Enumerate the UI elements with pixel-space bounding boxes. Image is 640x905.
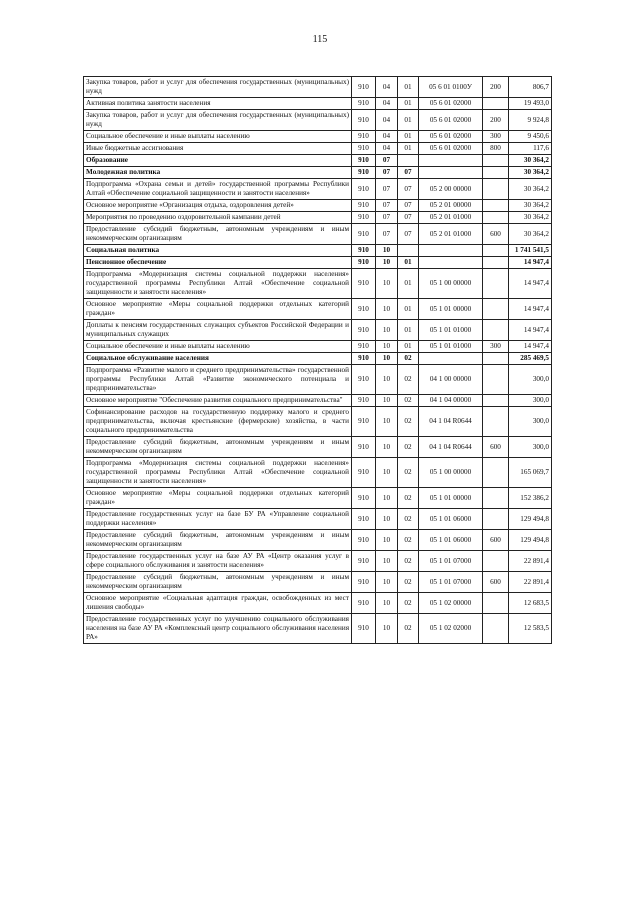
row-name-cell: Предоставление государственных услуг на базе БУ РА «Управление социальной поддержки населения» [84,509,352,530]
department-code-cell: 910 [352,131,376,143]
expense-type-code-cell [483,155,509,167]
target-article-code-cell [419,155,483,167]
department-code-cell: 910 [352,509,376,530]
target-article-code-cell: 05 6 01 02000 [419,110,483,131]
section-code-cell: 10 [376,407,398,437]
table-row [84,614,552,644]
department-code-cell: 910 [352,257,376,269]
amount-cell: 806,7 [509,77,552,98]
expense-type-code-cell [483,509,509,530]
row-name-cell: Предоставление государственных услуг по улучшению социального обслуживания населения на базе АУ РА «Комплексный центр социального обслуживания населения РА» [84,614,352,644]
amount-cell: 9 450,6 [509,131,552,143]
target-article-code-cell: 05 6 01 0100У [419,77,483,98]
amount-cell: 30 364,2 [509,200,552,212]
row-name-cell: Доплаты к пенсиям государственных служащих субъектов Российской Федерации и муниципальных служащих [84,320,352,341]
section-code-cell: 04 [376,131,398,143]
target-article-code-cell: 04 1 04 00000 [419,395,483,407]
subsection-code-cell: 07 [398,179,419,200]
subsection-code-cell: 02 [398,395,419,407]
amount-cell: 30 364,2 [509,155,552,167]
section-code-cell: 10 [376,488,398,509]
subsection-code-cell: 01 [398,299,419,320]
section-code-cell: 10 [376,551,398,572]
expense-type-code-cell [483,179,509,200]
expense-type-code-cell [483,320,509,341]
row-name-cell: Подпрограмма «Модернизация системы социальной поддержки населения» государственной программы Республики Алтай «Обеспечение социальной защищенности и занятости населения» [84,269,352,299]
table-row [84,572,552,593]
target-article-code-cell [419,257,483,269]
section-code-cell: 10 [376,269,398,299]
subsection-code-cell: 07 [398,212,419,224]
row-name-cell: Предоставление субсидий бюджетным, автономным учреждениям и иным некоммерческим организациям [84,224,352,245]
amount-cell: 14 947,4 [509,269,552,299]
row-name-cell: Подпрограмма «Модернизация системы социальной поддержки населения» государственной программы Республики Алтай «Обеспечение социальной защищенности и занятости населения» [84,458,352,488]
department-code-cell: 910 [352,245,376,257]
expense-type-code-cell [483,407,509,437]
expense-type-code-cell [483,200,509,212]
subsection-code-cell: 01 [398,341,419,353]
department-code-cell: 910 [352,155,376,167]
section-code-cell: 10 [376,572,398,593]
department-code-cell: 910 [352,269,376,299]
subsection-code-cell: 02 [398,353,419,365]
row-name-cell: Подпрограмма «Развитие малого и среднего предпринимательства» государственной программы Республики Алтай «Развитие экономического потенциала и предпринимательства» [84,365,352,395]
expense-type-code-cell [483,353,509,365]
department-code-cell: 910 [352,365,376,395]
amount-cell: 300,0 [509,365,552,395]
table-row [84,131,552,143]
target-article-code-cell: 05 2 01 01000 [419,224,483,245]
subsection-code-cell: 02 [398,572,419,593]
table-row [84,320,552,341]
subsection-code-cell: 01 [398,257,419,269]
department-code-cell: 910 [352,551,376,572]
section-row [84,257,552,269]
target-article-code-cell: 05 1 01 01000 [419,320,483,341]
section-code-cell: 07 [376,155,398,167]
subsection-code-cell: 01 [398,98,419,110]
page-number: 115 [312,34,328,45]
expense-type-code-cell [483,98,509,110]
subsection-code-cell: 02 [398,437,419,458]
department-code-cell: 910 [352,593,376,614]
section-row [84,155,552,167]
section-code-cell: 10 [376,458,398,488]
department-code-cell: 910 [352,572,376,593]
target-article-code-cell: 05 1 01 00000 [419,299,483,320]
expense-type-code-cell: 600 [483,572,509,593]
expense-type-code-cell [483,257,509,269]
expense-type-code-cell: 300 [483,131,509,143]
department-code-cell: 910 [352,395,376,407]
table-row [84,299,552,320]
expense-type-code-cell: 600 [483,530,509,551]
expense-type-code-cell: 600 [483,437,509,458]
row-name-cell: Софинансирование расходов на государственную поддержку малого и среднего предпринимательства, включая крестьянские (фермерские) хозяйства, в части социального предпринимательства [84,407,352,437]
target-article-code-cell: 05 1 02 00000 [419,593,483,614]
amount-cell: 22 891,4 [509,572,552,593]
amount-cell: 300,0 [509,437,552,458]
target-article-code-cell: 04 1 00 00000 [419,365,483,395]
department-code-cell: 910 [352,200,376,212]
expense-type-code-cell [483,245,509,257]
subsection-code-cell: 02 [398,551,419,572]
amount-cell: 30 364,2 [509,224,552,245]
amount-cell: 117,6 [509,143,552,155]
row-name-cell: Основное мероприятие «Организация отдыха, оздоровления детей» [84,200,352,212]
department-code-cell: 910 [352,353,376,365]
expense-type-code-cell [483,488,509,509]
amount-cell: 19 493,0 [509,98,552,110]
subsection-code-cell: 02 [398,458,419,488]
section-code-cell: 04 [376,143,398,155]
table-row [84,212,552,224]
target-article-code-cell: 05 1 01 07000 [419,572,483,593]
row-name-cell: Закупка товаров, работ и услуг для обеспечения государственных (муниципальных) нужд [84,110,352,131]
row-name-cell: Социальное обеспечение и иные выплаты населению [84,131,352,143]
amount-cell: 152 386,2 [509,488,552,509]
section-row [84,353,552,365]
subsection-code-cell: 01 [398,143,419,155]
department-code-cell: 910 [352,407,376,437]
row-name-cell: Предоставление субсидий бюджетным, автономным учреждениям и иным некоммерческим организациям [84,572,352,593]
department-code-cell: 910 [352,458,376,488]
subsection-code-cell: 02 [398,509,419,530]
target-article-code-cell: 05 1 01 00000 [419,488,483,509]
section-code-cell: 10 [376,365,398,395]
row-name-cell: Социальное обеспечение и иные выплаты населению [84,341,352,353]
amount-cell: 129 494,8 [509,530,552,551]
expense-type-code-cell [483,212,509,224]
table-row [84,110,552,131]
subsection-code-cell: 02 [398,488,419,509]
section-code-cell: 10 [376,245,398,257]
table-row [84,179,552,200]
target-article-code-cell: 05 1 00 00000 [419,269,483,299]
section-code-cell: 07 [376,167,398,179]
section-code-cell: 10 [376,353,398,365]
section-code-cell: 10 [376,593,398,614]
amount-cell: 12 683,5 [509,593,552,614]
amount-cell: 129 494,8 [509,509,552,530]
expense-type-code-cell [483,167,509,179]
section-code-cell: 10 [376,257,398,269]
subsection-code-cell: 01 [398,131,419,143]
amount-cell: 30 364,2 [509,167,552,179]
table-row [84,407,552,437]
section-code-cell: 04 [376,77,398,98]
section-code-cell: 10 [376,395,398,407]
amount-cell: 14 947,4 [509,257,552,269]
section-row [84,167,552,179]
amount-cell: 14 947,4 [509,320,552,341]
expense-type-code-cell [483,458,509,488]
target-article-code-cell: 05 1 01 06000 [419,530,483,551]
target-article-code-cell: 05 1 02 02000 [419,614,483,644]
section-code-cell: 10 [376,437,398,458]
department-code-cell: 910 [352,167,376,179]
department-code-cell: 910 [352,320,376,341]
expense-type-code-cell [483,365,509,395]
amount-cell: 9 924,8 [509,110,552,131]
table-row [84,143,552,155]
table-row [84,365,552,395]
row-name-cell: Социальное обслуживание населения [84,353,352,365]
section-code-cell: 10 [376,320,398,341]
row-name-cell: Молодежная политика [84,167,352,179]
target-article-code-cell: 05 2 01 01000 [419,212,483,224]
table-row [84,224,552,245]
table-row [84,341,552,353]
subsection-code-cell: 02 [398,407,419,437]
subsection-code-cell: 01 [398,320,419,341]
target-article-code-cell: 05 2 01 00000 [419,200,483,212]
expense-type-code-cell: 300 [483,341,509,353]
department-code-cell: 910 [352,179,376,200]
expense-type-code-cell [483,299,509,320]
subsection-code-cell: 02 [398,593,419,614]
subsection-code-cell [398,245,419,257]
target-article-code-cell: 05 6 01 02000 [419,143,483,155]
subsection-code-cell [398,155,419,167]
amount-cell: 14 947,4 [509,341,552,353]
department-code-cell: 910 [352,530,376,551]
subsection-code-cell: 07 [398,224,419,245]
row-name-cell: Подпрограмма «Охрана семьи и детей» государственной программы Республики Алтай «Обеспечение социальной защищенности и занятости населения» [84,179,352,200]
section-row [84,245,552,257]
table-row [84,458,552,488]
amount-cell: 300,0 [509,407,552,437]
expense-type-code-cell [483,551,509,572]
target-article-code-cell: 05 2 00 00000 [419,179,483,200]
row-name-cell: Образование [84,155,352,167]
table-row [84,98,552,110]
subsection-code-cell: 01 [398,77,419,98]
row-name-cell: Предоставление государственных услуг на базе АУ РА «Центр оказания услуг в сфере социального обслуживания и занятости населения» [84,551,352,572]
amount-cell: 285 469,5 [509,353,552,365]
amount-cell: 30 364,2 [509,212,552,224]
table-row [84,593,552,614]
budget-table [83,76,552,644]
row-name-cell: Иные бюджетные ассигнования [84,143,352,155]
amount-cell: 22 891,4 [509,551,552,572]
section-code-cell: 07 [376,212,398,224]
expense-type-code-cell [483,395,509,407]
section-code-cell: 04 [376,98,398,110]
department-code-cell: 910 [352,488,376,509]
target-article-code-cell [419,167,483,179]
section-code-cell: 10 [376,530,398,551]
amount-cell: 165 069,7 [509,458,552,488]
table-row [84,200,552,212]
department-code-cell: 910 [352,614,376,644]
target-article-code-cell [419,353,483,365]
row-name-cell: Предоставление субсидий бюджетным, автономным учреждениям и иным некоммерческим организациям [84,530,352,551]
table-row [84,437,552,458]
row-name-cell: Предоставление субсидий бюджетным, автономным учреждениям и иным некоммерческим организациям [84,437,352,458]
target-article-code-cell: 05 1 01 06000 [419,509,483,530]
table-row [84,551,552,572]
amount-cell: 300,0 [509,395,552,407]
target-article-code-cell: 05 1 01 01000 [419,341,483,353]
expense-type-code-cell: 600 [483,224,509,245]
target-article-code-cell [419,245,483,257]
department-code-cell: 910 [352,143,376,155]
row-name-cell: Закупка товаров, работ и услуг для обеспечения государственных (муниципальных) нужд [84,77,352,98]
subsection-code-cell: 02 [398,365,419,395]
section-code-cell: 10 [376,341,398,353]
table-row [84,77,552,98]
amount-cell: 14 947,4 [509,299,552,320]
row-name-cell: Основное мероприятие "Обеспечение развития социального предпринимательства" [84,395,352,407]
expense-type-code-cell [483,614,509,644]
department-code-cell: 910 [352,341,376,353]
subsection-code-cell: 01 [398,269,419,299]
row-name-cell: Активная политика занятости населения [84,98,352,110]
target-article-code-cell: 05 1 00 00000 [419,458,483,488]
expense-type-code-cell: 200 [483,110,509,131]
target-article-code-cell: 04 1 04 R0644 [419,437,483,458]
row-name-cell: Основное мероприятие «Меры социальной поддержки отдельных категорий граждан» [84,299,352,320]
row-name-cell: Социальная политика [84,245,352,257]
table-row [84,395,552,407]
amount-cell: 30 364,2 [509,179,552,200]
subsection-code-cell: 07 [398,200,419,212]
department-code-cell: 910 [352,224,376,245]
section-code-cell: 07 [376,200,398,212]
target-article-code-cell: 05 6 01 02000 [419,131,483,143]
department-code-cell: 910 [352,98,376,110]
row-name-cell: Пенсионное обеспечение [84,257,352,269]
expense-type-code-cell: 200 [483,77,509,98]
section-code-cell: 10 [376,299,398,320]
subsection-code-cell: 07 [398,167,419,179]
table-row [84,269,552,299]
subsection-code-cell: 01 [398,110,419,131]
department-code-cell: 910 [352,110,376,131]
department-code-cell: 910 [352,77,376,98]
section-code-cell: 07 [376,224,398,245]
section-code-cell: 07 [376,179,398,200]
table-row [84,509,552,530]
department-code-cell: 910 [352,299,376,320]
expense-type-code-cell: 800 [483,143,509,155]
row-name-cell: Основное мероприятие «Социальная адаптация граждан, освобожденных из мест лишения свободы» [84,593,352,614]
department-code-cell: 910 [352,437,376,458]
target-article-code-cell: 04 1 04 R0644 [419,407,483,437]
target-article-code-cell: 05 6 01 02000 [419,98,483,110]
expense-type-code-cell [483,269,509,299]
row-name-cell: Основное мероприятие «Меры социальной поддержки отдельных категорий граждан» [84,488,352,509]
amount-cell: 12 583,5 [509,614,552,644]
table-row [84,530,552,551]
amount-cell: 1 741 541,5 [509,245,552,257]
target-article-code-cell: 05 1 01 07000 [419,551,483,572]
row-name-cell: Мероприятия по проведению оздоровительной кампании детей [84,212,352,224]
section-code-cell: 04 [376,110,398,131]
table-row [84,488,552,509]
department-code-cell: 910 [352,212,376,224]
section-code-cell: 10 [376,614,398,644]
expense-type-code-cell [483,593,509,614]
section-code-cell: 10 [376,509,398,530]
subsection-code-cell: 02 [398,530,419,551]
subsection-code-cell: 02 [398,614,419,644]
